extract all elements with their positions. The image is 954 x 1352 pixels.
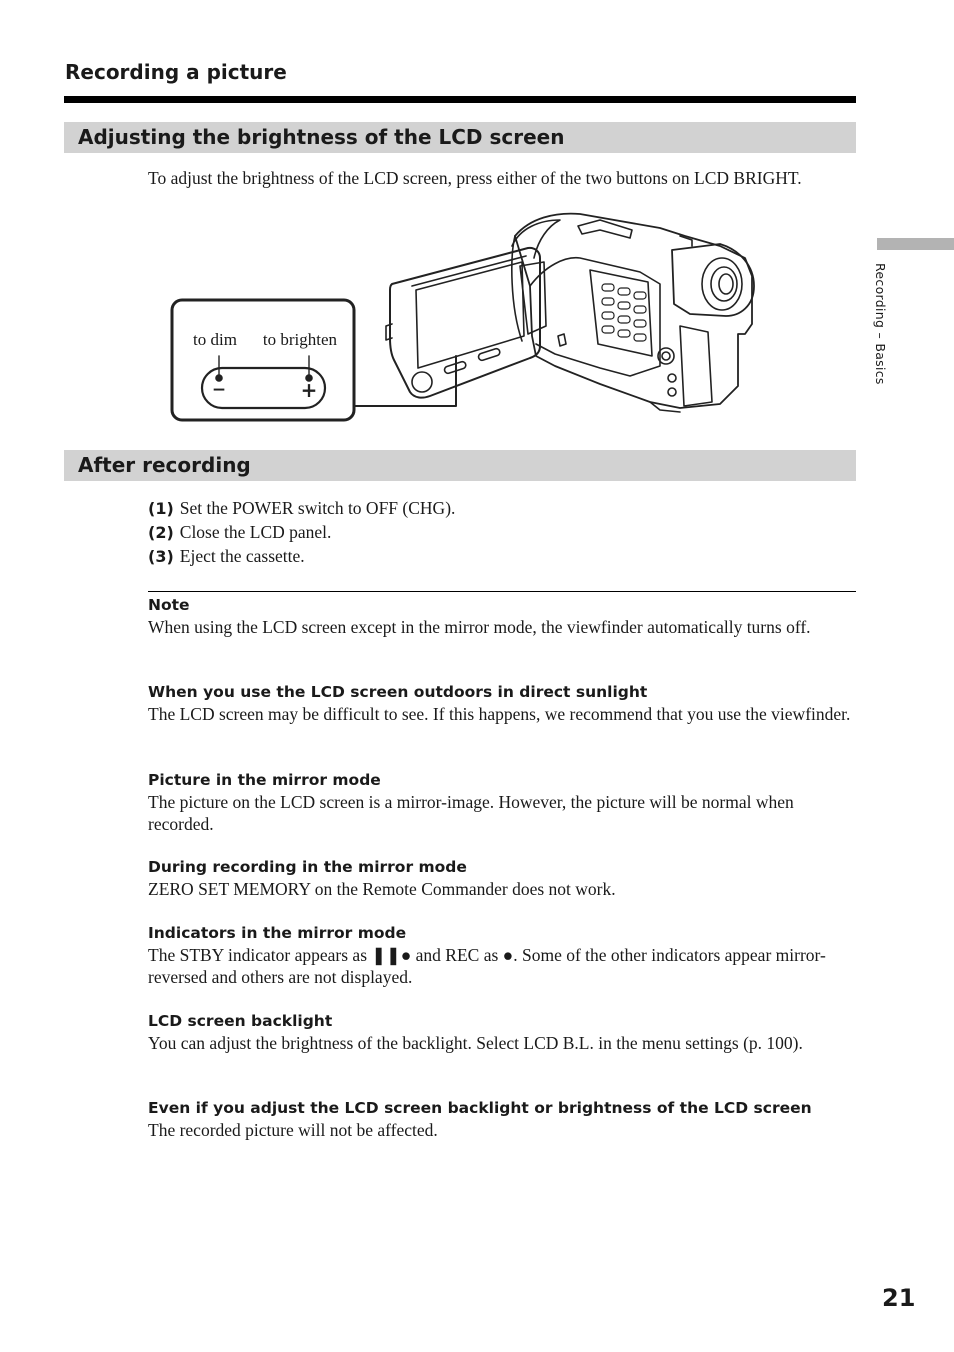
- note-heading: Even if you adjust the LCD screen backlight or brightness of the LCD screen: [148, 1099, 812, 1117]
- label-to-dim: to dim: [193, 330, 237, 349]
- note-body: You can adjust the brightness of the backlight. Select LCD B.L. in the menu settings (p. 100).: [148, 1033, 803, 1053]
- page-section-heading: Recording a picture: [65, 60, 287, 84]
- note-heading: Note: [148, 596, 190, 614]
- chapter-tab-label: Recording – Basics: [873, 263, 888, 385]
- note-body: The picture on the LCD screen is a mirror-image. However, the picture will be normal when recorded.: [148, 792, 794, 834]
- note-heading: LCD screen backlight: [148, 1012, 333, 1030]
- note-heading: During recording in the mirror mode: [148, 858, 467, 876]
- note-body: The recorded picture will not be affected.: [148, 1120, 438, 1140]
- step-item: [148, 496, 455, 520]
- note-block: [148, 681, 856, 725]
- note-block: [148, 1010, 856, 1054]
- lcd-screen: [416, 262, 524, 368]
- note-block: [148, 769, 856, 835]
- step-item: [148, 544, 455, 568]
- note-heading: When you use the LCD screen outdoors in direct sunlight: [148, 683, 648, 701]
- section-title-after-recording: After recording: [78, 453, 251, 477]
- note-body: The LCD screen may be difficult to see. If this happens, we recommend that you use the viewfinder.: [148, 704, 851, 724]
- notes-divider: [148, 591, 856, 592]
- step-item: [148, 520, 455, 544]
- step-text: Set the POWER switch to OFF (CHG).: [179, 498, 456, 518]
- note-body: The STBY indicator appears as ❚❚● and REC as ●. Some of the other indicators appear mirror-reversed and others are not displayed.: [148, 945, 826, 987]
- note-body: When using the LCD screen except in the mirror mode, the viewfinder automatically turns off.: [148, 617, 811, 637]
- page-number: 21: [882, 1284, 916, 1312]
- brightness-intro: To adjust the brightness of the LCD screen, press either of the two buttons on LCD BRIGHT.: [148, 168, 802, 188]
- note-heading: Picture in the mirror mode: [148, 771, 381, 789]
- note-block: [148, 594, 856, 638]
- minus-symbol: −: [211, 380, 227, 400]
- section-bar-brightness: [64, 122, 856, 153]
- chapter-tab: [877, 238, 954, 250]
- step-number: (2): [148, 523, 174, 542]
- section-bar-after-recording: [64, 450, 856, 481]
- step-text: Close the LCD panel.: [179, 522, 332, 542]
- steps-list: [148, 496, 455, 568]
- step-number: (3): [148, 547, 174, 566]
- label-to-brighten: to brighten: [262, 330, 338, 349]
- step-number: (1): [148, 499, 174, 518]
- section-title-brightness: Adjusting the brightness of the LCD screen: [78, 125, 565, 149]
- callout-box: [172, 300, 354, 420]
- note-block: [148, 922, 856, 988]
- note-body: ZERO SET MEMORY on the Remote Commander does not work.: [148, 879, 616, 899]
- note-block: [148, 1097, 856, 1141]
- note-block: [148, 856, 856, 900]
- heading-rule: [64, 96, 856, 103]
- camcorder-illustration: [160, 206, 780, 430]
- plus-symbol: +: [300, 378, 318, 402]
- note-heading: Indicators in the mirror mode: [148, 924, 407, 942]
- step-text: Eject the cassette.: [179, 546, 305, 566]
